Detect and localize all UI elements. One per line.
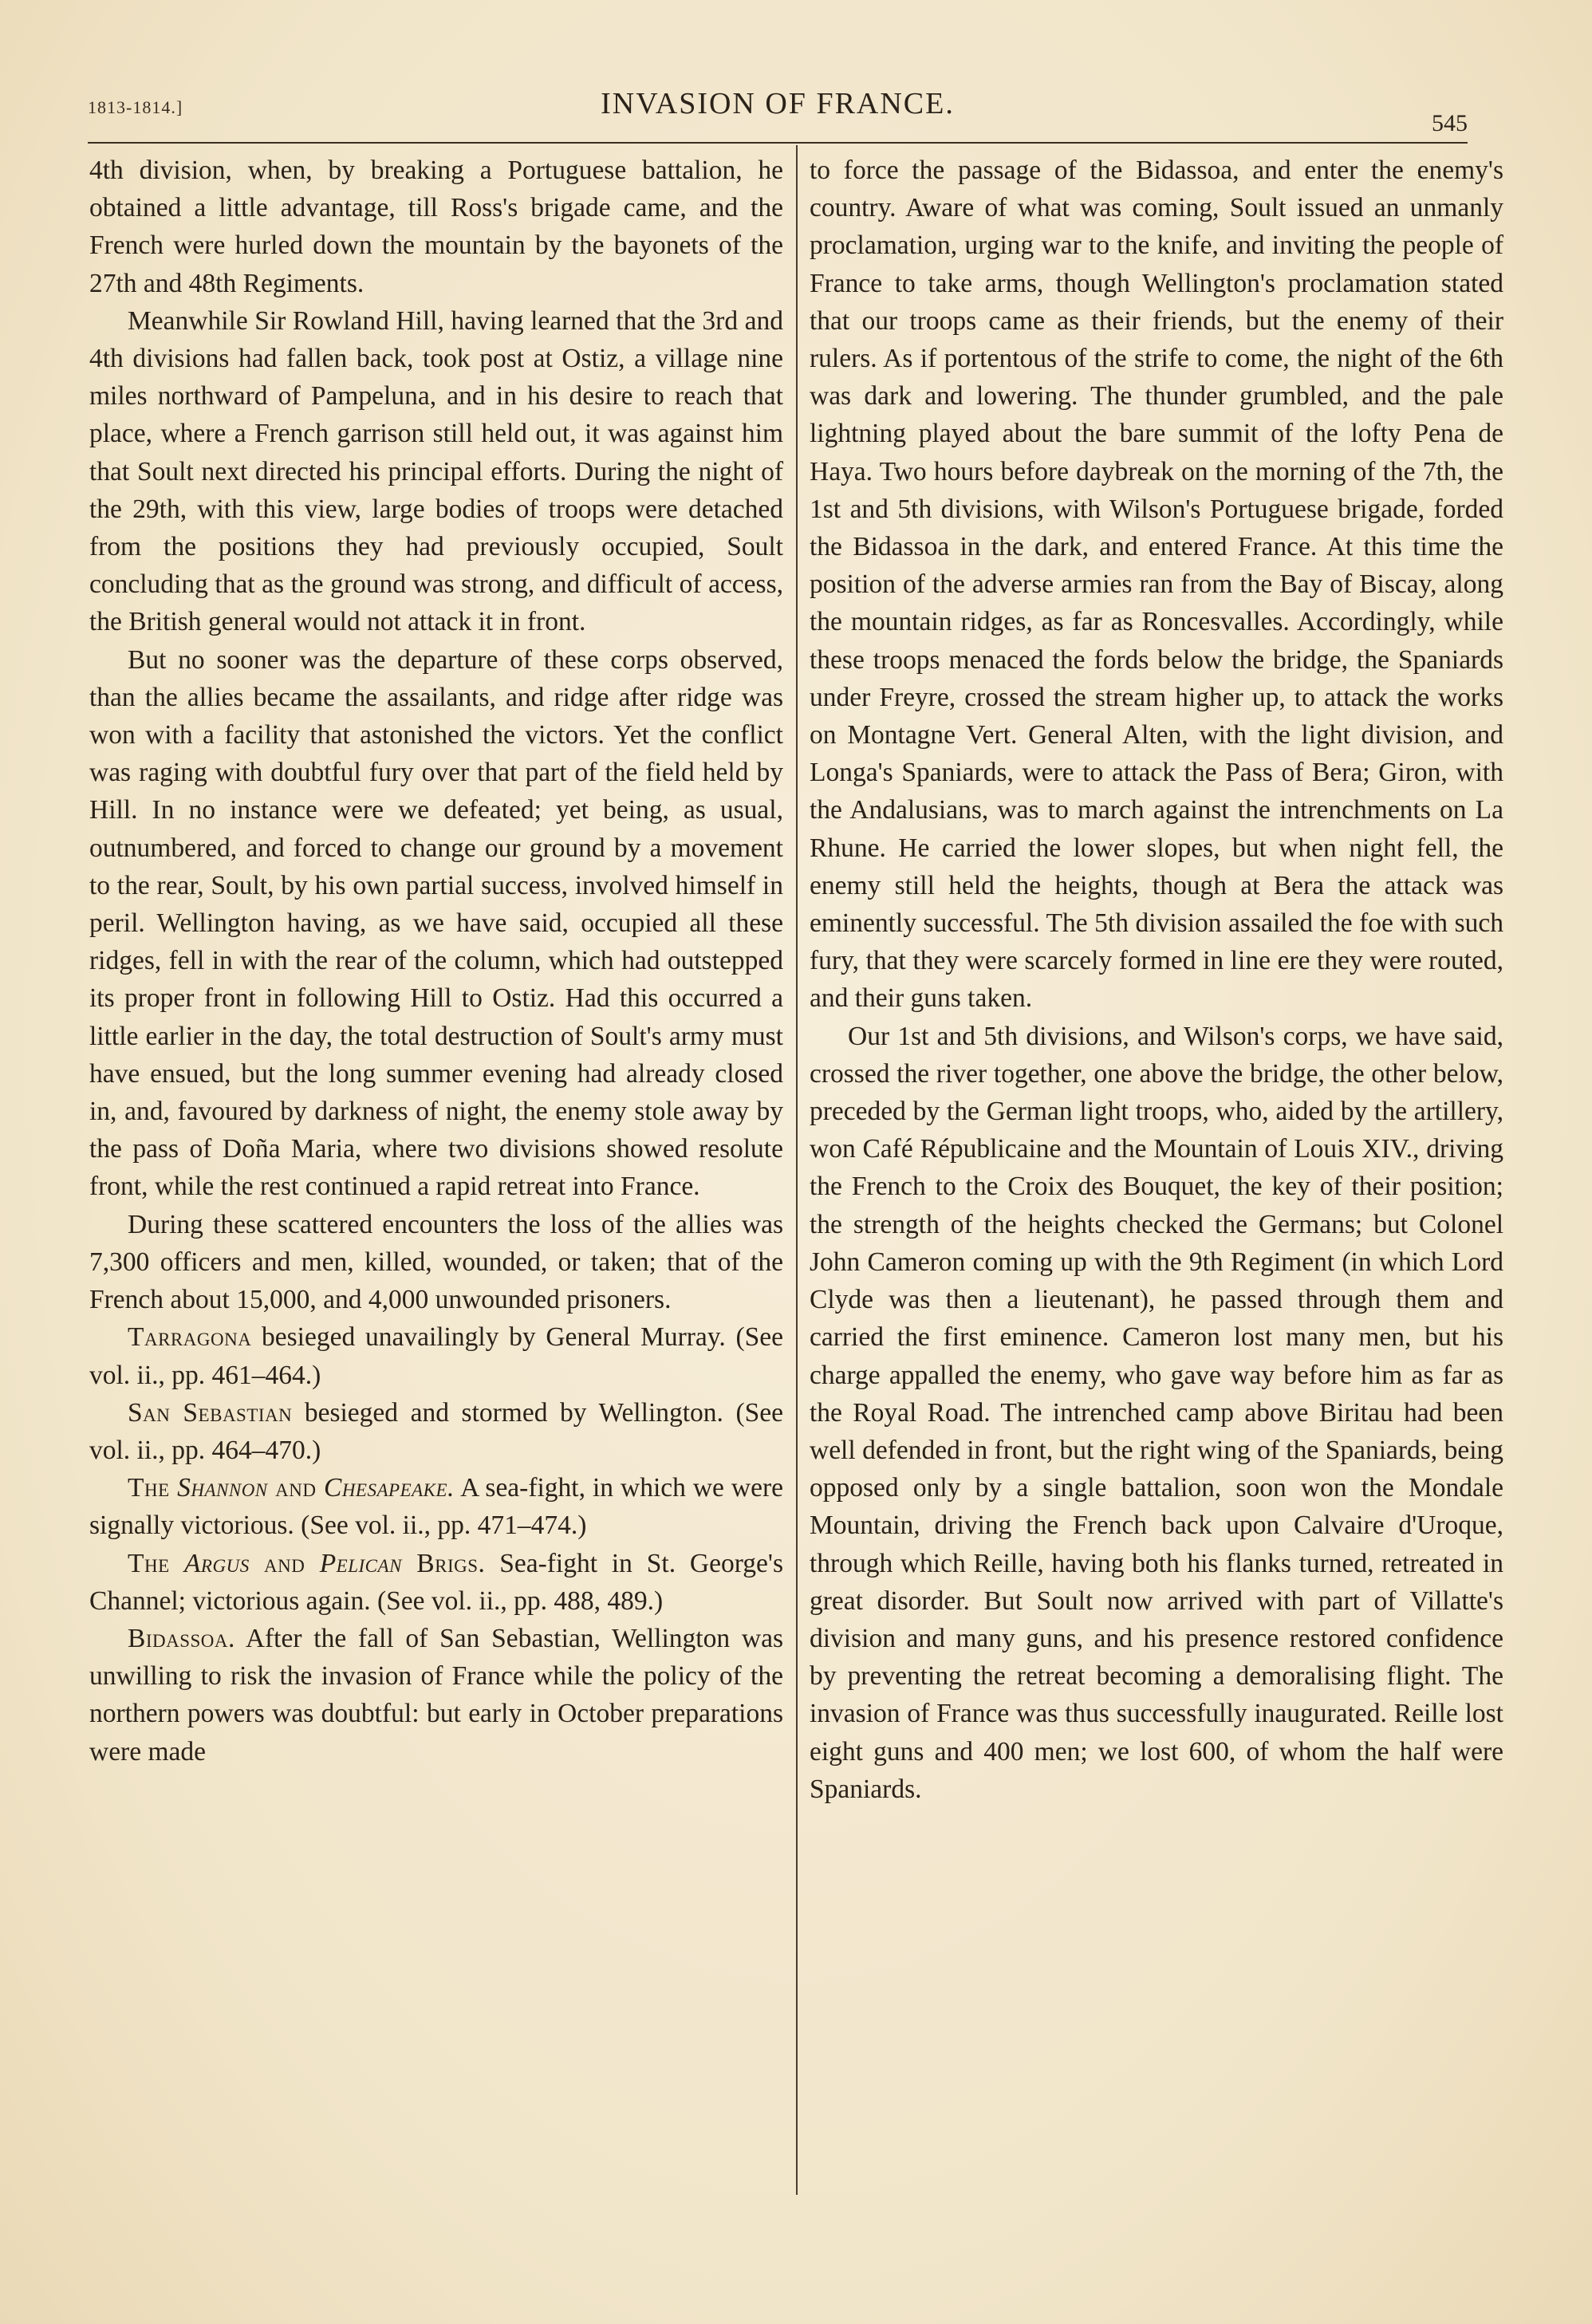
entry-heading-the: The: [128, 1473, 178, 1503]
entry-text: Sea-fight in St. George's Channel; victorious again. (See vol. ii., pp. 488, 489.): [89, 1548, 783, 1616]
entry-heading: Tarragona: [128, 1322, 252, 1353]
entry-tarragona: [89, 1318, 783, 1393]
ship-name: Argus: [183, 1548, 250, 1578]
header-rule: [88, 142, 1468, 144]
entry-heading-brigs: Brigs.: [401, 1548, 486, 1578]
ship-name: Pelican: [319, 1548, 402, 1578]
paragraph: During these scattered encounters the loss of the allies was 7,300 officers and men, killed, wounded, or taken; that of the French about 15,000, and 4,000 unwounded prisoners.: [89, 1209, 783, 1315]
paragraph: to force the passage of the Bidassoa, and enter the enemy's country. Aware of what was coming, Soult issued an unmanly proclamation, urging war to the knife, and inviting the people of France to take arms, though Wellington's proclamation stated that our troops came as their friends, but the enemy of their rulers. As if portentous of the strife to come, the night of the 6th was dark and lowering. The thunder grumbled, and the pale lightning played about the bare summit of the lofty Pena de Haya. Two hours before daybreak on the morning of the 7th, the 1st and 5th divisions, with Wilson's Portuguese brigade, forded the Bidassoa in the dark, and entered France. At this time the position of the adverse armies ran from the Bay of Biscay, along the mountain ridges, as far as Roncesvalles. Accordingly, while these troops menaced the fords below the bridge, the Spaniards under Freyre, crossed the stream higher up, to attack the works on Montagne Vert. General Alten, with the light division, and Longa's Spaniards, were to attack the Pass of Bera; Giron, with the Andalusians, was to march against the intrenchments on La Rhune. He carried the lower slopes, but when night fell, the enemy still held the heights, though at Bera the attack was eminently successful. The 5th division assailed the foe with such fury, that they were scarcely formed in line ere they were routed, and their guns taken.: [810, 156, 1503, 1014]
entry-san-sebastian: [89, 1394, 783, 1469]
header-years: 1813-1814.]: [88, 97, 183, 117]
paragraph: 4th division, when, by breaking a Portuguese battalion, he obtained a little advantage, till Ross's brigade came, and the French were hurled down the mountain by the bayonets of the 27th and 48th Regiments.: [89, 156, 783, 298]
column-divider: [796, 145, 798, 2195]
entry-bidassoa: [89, 1620, 783, 1771]
entry-heading: Bidassoa.: [128, 1623, 235, 1653]
ship-name: Shannon: [177, 1473, 268, 1503]
entry-text: besieged unavailingly by General Murray. (See vol. ii., pp. 461–464.): [89, 1322, 783, 1390]
entry-shannon-chesapeake: [89, 1469, 783, 1544]
page-number: 545: [1432, 110, 1468, 136]
entry-argus-pelican: [89, 1545, 783, 1620]
entry-heading-and: and: [267, 1473, 324, 1503]
entry-text: besieged and stormed by Wellington. (See vol. ii., pp. 464–470.): [89, 1397, 784, 1465]
page-title: INVASION OF FRANCE.: [601, 87, 955, 120]
right-column: [810, 152, 1503, 1808]
entry-text: After the fall of San Sebastian, Wellington was unwilling to risk the invasion of France while the policy of the northern powers was doubtful: but early in October preparations were made: [89, 1623, 783, 1767]
ship-name: Chesapeake.: [323, 1473, 455, 1503]
entry-text: A sea-fight, in which we were signally victorious. (See vol. ii., pp. 471–474.): [89, 1473, 783, 1541]
paragraph: But no sooner was the departure of these corps observed, than the allies became the assailants, and ridge after ridge was won with a facility that astonished the victors. Yet the conflict was raging with doubtful fury over that part of the field held by Hill. In no instance were we defeated; yet being, as usual, outnumbered, and forced to change our ground by a movement to the rear, Soult, by his own partial success, involved himself in peril. Wellington having, as we have said, occupied all these ridges, fell in with the rear of the column, which had outstepped its proper front in following Hill to Ostiz. Had this occurred a little earlier in the day, the total destruction of Soult's army must have ensued, but the long summer evening had already closed in, and, favoured by darkness of night, the enemy stole away by the pass of Doña Maria, where two divisions showed resolute front, while the rest continued a rapid retreat into France.: [89, 644, 783, 1202]
paragraph: Our 1st and 5th divisions, and Wilson's corps, we have said, crossed the river together, one above the bridge, the other below, preceded by the German light troops, who, aided by the artillery, won Café Républicaine and the Mountain of Louis XIV., driving the French to the Croix des Bouquet, the key of their position; the strength of the heights checked the Germans; but Colonel John Cameron coming up with the 9th Regiment (in which Lord Clyde was then a lieutenant), he passed through them and carried the first eminence. Cameron lost many men, but his charge appalled the enemy, who gave way before him as far as the Royal Road. The intrenched camp above Biritau had been well defended in front, but the right wing of the Spaniards, being opposed only by a single battalion, soon won the Mondale Mountain, driving the French back upon Calvaire d'Uroque, through which Reille, having both his flanks turned, retreated in great disorder. But Soult now arrived with part of Villatte's division and many guns, and his presence restored confidence by preventing the retreat becoming a demoralising flight. The invasion of France was thus successfully inaugurated. Reille lost eight guns and 400 men; we lost 600, of whom the half were Spaniards.: [810, 1021, 1503, 1804]
entry-heading-the: The: [128, 1548, 184, 1578]
left-column: [89, 152, 783, 1771]
entry-heading-and: and: [249, 1548, 320, 1578]
paragraph: Meanwhile Sir Rowland Hill, having learned that the 3rd and 4th divisions had fallen back, took post at Ostiz, a village nine miles northward of Pampeluna, and in his desire to reach that place, where a French garrison still held out, it was against him that Soult next directed his principal efforts. During the night of the 29th, with this view, large bodies of troops were detached from the positions they had previously occupied, Soult concluding that as the ground was strong, and difficult of access, the British general would not attack it in front.: [89, 305, 783, 637]
entry-heading: San Sebastian: [128, 1397, 293, 1428]
running-head: [88, 86, 1468, 134]
